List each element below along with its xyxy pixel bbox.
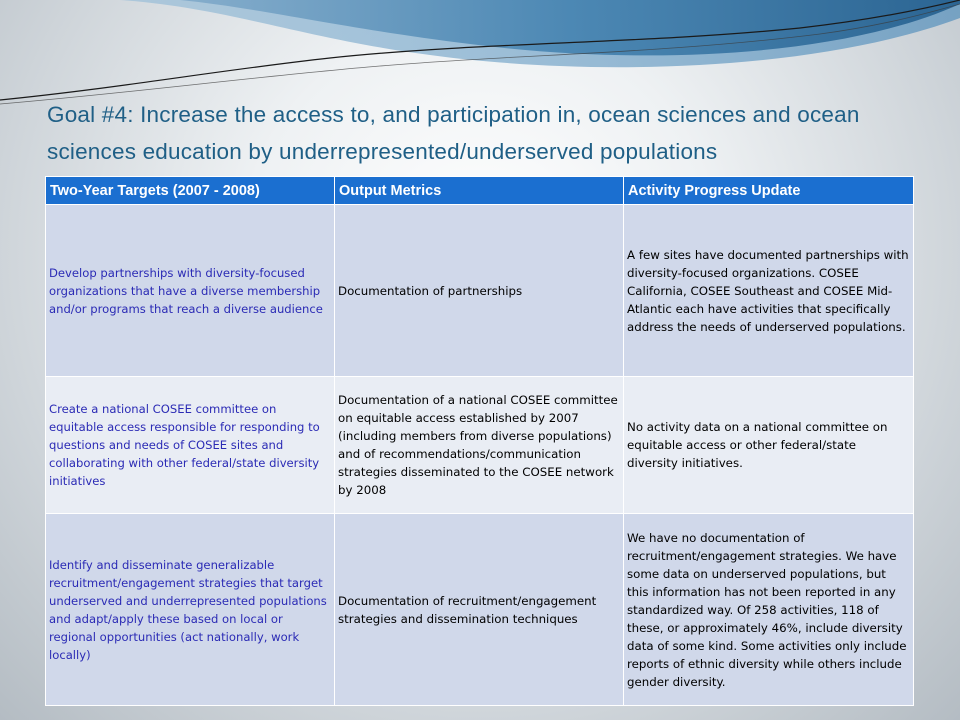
metric-cell: Documentation of a national COSEE committee on equitable access established by 2007 (including members from diverse populations) and of recommendations/communication strategies disseminated to the COSEE network by 2008 [335,377,624,514]
target-cell: Develop partnerships with diversity-focused organizations that have a diverse membership and/or programs that reach a diverse audience [46,205,335,377]
table-row [46,377,914,514]
target-cell: Identify and disseminate generalizable recruitment/engagement strategies that target underserved and underrepresented populations and adapt/apply these based on local or regional opportunities (act nationally, work locally) [46,514,335,706]
header-output-metrics: Output Metrics [335,177,624,205]
update-cell: We have no documentation of recruitment/engagement strategies. We have some data on underserved populations, but this information has not been reported in any standardized way. Of 258 activities, 118 of these, or approximately 46%, include diversity data of some kind. Some activities only include reports of ethnic diversity while others include gender diversity. [624,514,914,706]
table-row [46,514,914,706]
header-activity-progress-update: Activity Progress Update [624,177,914,205]
update-cell: A few sites have documented partnerships with diversity-focused organizations. COSEE California, COSEE Southeast and COSEE Mid-Atlantic each have activities that specifically address the needs of underserved populations. [624,205,914,377]
goal-table [45,176,914,706]
header-two-year-targets: Two-Year Targets (2007 - 2008) [46,177,335,205]
slide-title: Goal #4: Increase the access to, and participation in, ocean sciences and ocean sciences education by underrepresented/underserved populations [47,102,860,164]
table-header-row [46,177,914,205]
update-cell: No activity data on a national committee on equitable access or other federal/state diversity initiatives. [624,377,914,514]
table-row [46,205,914,377]
metric-cell: Documentation of partnerships [335,205,624,377]
metric-cell: Documentation of recruitment/engagement strategies and dissemination techniques [335,514,624,706]
target-cell: Create a national COSEE committee on equitable access responsible for responding to questions and needs of COSEE sites and collaborating with other federal/state diversity initiatives [46,377,335,514]
